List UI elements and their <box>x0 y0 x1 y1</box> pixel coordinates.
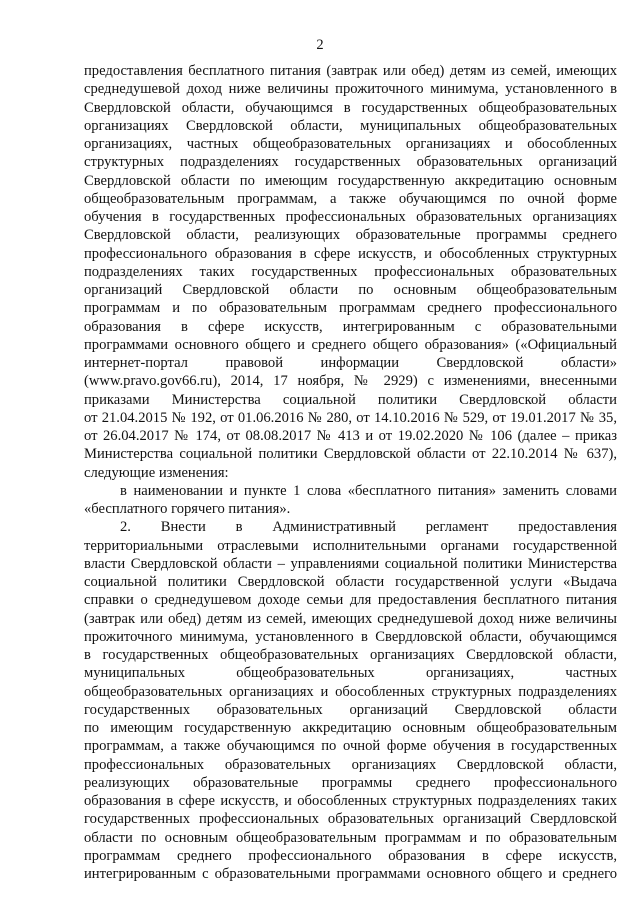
text-line: образования в сфере искусств, и обособленных структурных подразделениях таких <box>84 793 617 809</box>
text-line: области по основным общеобразовательным программам и по образовательным <box>84 829 617 846</box>
text-line: программам, а также обучающимся по очной форме обучения в государственных <box>84 738 617 755</box>
text-line: обучения в государственных профессиональных образовательных организациях <box>84 209 617 225</box>
text-line: 2. Внести в Административный регламент предоставления <box>120 519 617 536</box>
text-line: реализующих образовательные программы среднего профессионального <box>84 774 617 791</box>
text-line: (www.pravo.gov66.ru), 2014, 17 ноября, № 2929) с изменениями, внесенными <box>84 373 617 390</box>
text-line: следующие изменения: <box>84 464 229 481</box>
text-line: Свердловской области по имеющим государственную аккредитацию основным <box>84 172 617 189</box>
text-line: власти Свердловской области – управлениями социальной политики Министерства <box>84 555 617 572</box>
text-line: организаций Свердловской области по основным общеобразовательным <box>84 282 617 298</box>
text-line: общеобразовательных организациях и обособленных структурных подразделениях <box>84 683 617 700</box>
text-line: «бесплатного горячего питания». <box>84 501 291 517</box>
text-line: организациях, частных общеобразовательных организациях и обособленных <box>84 136 617 152</box>
text-line: прожиточного минимума, установленного в Свердловской области, обучающимся <box>84 628 617 645</box>
text-line: профессионального образования в сфере искусств, и обособленных структурных <box>84 245 617 262</box>
text-line: государственных образовательных организаций Свердловской области <box>84 701 617 718</box>
text-line: в государственных общеобразовательных организациях Свердловской области, <box>84 647 617 663</box>
text-line: программами основного общего и среднего общего образования» («Официальный <box>84 336 617 353</box>
text-line: по имеющим государственную аккредитацию основным общеобразовательным <box>84 720 617 736</box>
text-line: образования в сфере искусств, интегрированным с образовательными <box>84 318 617 335</box>
text-line: интернет-портал правовой информации Свердловской области» <box>84 355 617 371</box>
text-line: Свердловской области, обучающимся в государственных общеобразовательных <box>84 99 617 116</box>
text-line: общеобразовательным программам, а также обучающимся по очной форме <box>84 190 617 207</box>
body-text <box>84 62 617 883</box>
text-line: Министерства социальной политики Свердловской области от 22.10.2014 № 637), <box>84 446 617 463</box>
page-number: 2 <box>316 37 324 53</box>
text-line: организациях Свердловской области, муниципальных общеобразовательных <box>84 117 617 134</box>
text-line: территориальными отраслевыми исполнительными органами государственной <box>84 537 617 554</box>
text-line: от 21.04.2015 № 192, от 01.06.2016 № 280, от 14.10.2016 № 529, от 19.01.2017 № 35, <box>84 409 617 426</box>
text-line: (завтрак или обед) детям из семей, имеющих среднедушевой доход ниже величины <box>84 610 617 627</box>
text-line: от 26.04.2017 № 174, от 08.08.2017 № 413 и от 19.02.2020 № 106 (далее – приказ <box>84 428 617 444</box>
text-line: программам и по образовательным программам среднего профессионального <box>84 300 617 317</box>
text-line: интегрированным с образовательными программами основного общего и среднего <box>84 866 617 882</box>
text-line: предоставления бесплатного питания (завтрак или обед) детям из семей, имеющих <box>84 63 617 79</box>
text-line: подразделениях таких государственных профессиональных образовательных <box>84 263 617 280</box>
text-line: профессиональных образовательных организациях Свердловской области, <box>84 756 617 773</box>
text-line: приказами Министерства социальной политики Свердловской области <box>84 391 617 408</box>
text-line: справки о среднедушевом доходе семьи для предоставления бесплатного питания <box>84 592 617 609</box>
text-line: среднедушевой доход ниже величины прожиточного минимума, установленного в <box>84 81 617 98</box>
text-line: Свердловской области, реализующих образовательные программы среднего <box>84 227 617 244</box>
text-line: программам среднего профессионального образования в сфере искусств, <box>84 847 617 864</box>
text-line: в наименовании и пункте 1 слова «бесплатного питания» заменить словами <box>120 482 617 499</box>
text-line: структурных подразделениях государственных образовательных организаций <box>84 154 617 171</box>
text-line: государственных профессиональных образовательных организаций Свердловской <box>84 811 617 828</box>
text-line: социальной политики Свердловской области государственной услуги «Выдача <box>84 574 617 590</box>
text-line: муниципальных общеобразовательных организациях, частных <box>84 665 617 682</box>
